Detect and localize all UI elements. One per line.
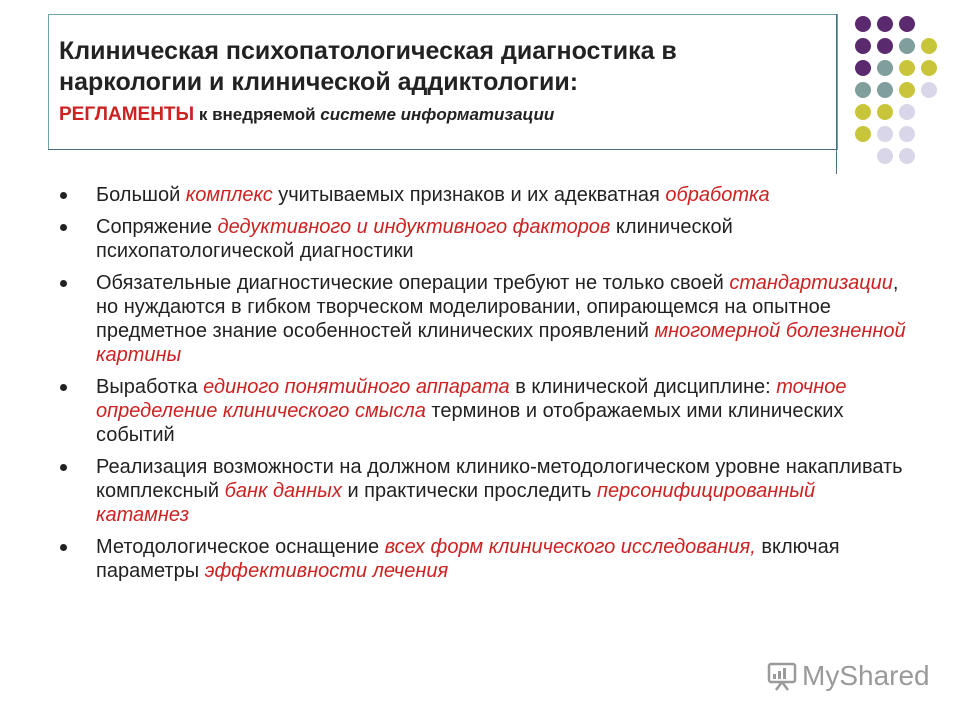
bullet-item [60, 215, 910, 263]
subtitle [59, 104, 554, 126]
dot [855, 16, 871, 32]
body-text: включая параметры [96, 536, 840, 582]
divider-vertical [836, 14, 837, 174]
body-text: и практически проследить [341, 480, 597, 502]
dot [899, 148, 915, 164]
highlight-text: многомерной болезненной картины [96, 320, 906, 366]
highlight-text: всех форм клинического исследования, [384, 536, 756, 558]
subtitle-italic: системе информатизации [320, 105, 555, 124]
title-line-1: Клиническая психопатологическая диагностика в [59, 37, 677, 65]
body-text: Реализация возможности на должном клинико-методологическом уровне накапливать комплексный [96, 456, 903, 502]
myshared-logo[interactable] [766, 656, 930, 696]
bullet-item [60, 535, 910, 583]
highlight-text: стандартизации [729, 272, 893, 294]
dot [899, 82, 915, 98]
bullet-dot [60, 464, 67, 471]
highlight-text: комплекс [185, 184, 273, 206]
subtitle-mid: к внедряемой [194, 105, 321, 124]
dot [899, 104, 915, 120]
body-text: , но нуждаются в гибком творческом моделировании, опирающемся на опытное предметное знание особенностей клинических проявлений [96, 272, 899, 342]
dot [899, 126, 915, 142]
body-text: клинической психопатологической диагностики [96, 216, 733, 262]
highlight-text: дедуктивного и индуктивного факторов [217, 216, 611, 238]
dot [877, 38, 893, 54]
dot [877, 82, 893, 98]
dot [877, 104, 893, 120]
bullet-dot [60, 544, 67, 551]
dot [855, 126, 871, 142]
body-text: в клинической дисциплине: [509, 376, 777, 398]
dot [877, 148, 893, 164]
bullet-item [60, 271, 910, 367]
body-text: Обязательные диагностические операции требуют не только своей [96, 272, 730, 294]
decorative-dot-grid [845, 8, 955, 168]
bullet-dot [60, 384, 67, 391]
bullet-list [60, 183, 910, 591]
dot [855, 104, 871, 120]
body-text: Выработка [96, 376, 204, 398]
bullet-dot [60, 192, 67, 199]
bullet-item [60, 455, 910, 527]
dot [877, 16, 893, 32]
dot [855, 60, 871, 76]
body-text: терминов и отображаемых ими клинических событий [96, 400, 844, 446]
dot [899, 16, 915, 32]
subtitle-regulations: РЕГЛАМЕНТЫ [59, 104, 195, 125]
highlight-text: точное определение клинического смысла [96, 376, 847, 422]
dot [855, 82, 871, 98]
body-text: учитываемых признаков и их адекватная [272, 184, 666, 206]
bullet-dot [60, 224, 67, 231]
dot [877, 60, 893, 76]
logo-text: MyShared [802, 660, 930, 691]
dot [899, 60, 915, 76]
highlight-text: единого понятийного аппарата [203, 376, 510, 398]
bullet-item [60, 183, 910, 207]
dot [899, 38, 915, 54]
page-title [59, 36, 829, 98]
title-line-2: наркологии и клинической аддиктологии: [59, 68, 579, 96]
bullet-dot [60, 280, 67, 287]
dot [921, 38, 937, 54]
body-text: Методологическое оснащение [96, 536, 385, 558]
presentation-board-icon [766, 660, 798, 692]
divider-horizontal [48, 149, 837, 150]
body-text: Сопряжение [96, 216, 218, 238]
dot [855, 38, 871, 54]
highlight-text: банк данных [224, 480, 342, 502]
body-text: Большой [96, 184, 186, 206]
highlight-text: персонифицированный катамнез [96, 480, 816, 526]
bullet-item [60, 375, 910, 447]
dot [921, 82, 937, 98]
dot [921, 60, 937, 76]
dot [877, 126, 893, 142]
highlight-text: эффективности лечения [204, 560, 449, 582]
highlight-text: обработка [665, 184, 770, 206]
